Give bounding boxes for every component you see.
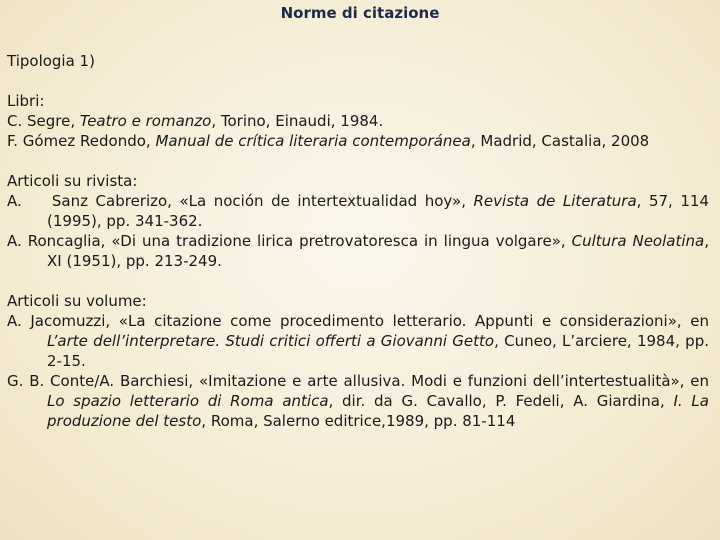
entry-text: G. B. Conte/A. Barchiesi, «Imitazione e arte allusiva. Modi e funzioni dell’intertestualità», en — [7, 372, 709, 390]
entry-text: A. Jacomuzzi, «La citazione come procedimento letterario. Appunti e considerazioni», en — [7, 312, 709, 330]
book-entry — [7, 111, 709, 131]
entry-text: , Cuneo, L’arciere, 1984, pp. 2-15. — [47, 332, 709, 370]
entry-title: L’arte dell’interpretare. Studi critici offerti a Giovanni Getto — [47, 332, 495, 350]
entry-text: , XI (1951), pp. 213-249. — [47, 232, 709, 270]
volume-entry — [7, 311, 709, 371]
entry-title: Teatro e romanzo — [79, 112, 212, 130]
entry-text: F. Gómez Redondo, — [7, 132, 156, 150]
entry-title: Lo spazio letterario di Roma antica — [47, 392, 329, 410]
citation-content — [7, 51, 709, 431]
entry-text: , Roma, Salerno editrice,1989, pp. 81-114 — [201, 412, 516, 430]
entry-text: , 57, 114 (1995), pp. 341-362. — [47, 192, 709, 230]
typology-label: Tipologia 1) — [7, 52, 95, 70]
entry-text: A. Sanz Cabrerizo, «La noción de intertextualidad hoy», — [7, 192, 474, 210]
book-entry — [7, 131, 709, 151]
entry-title: Revista de Literatura — [473, 192, 637, 210]
entry-title: Manual de crítica literaria contemporánea — [155, 132, 471, 150]
entry-text: , dir. da G. Cavallo, P. Fedeli, A. Giardina, — [328, 392, 674, 410]
books-heading: Libri: — [7, 92, 45, 110]
journal-entry — [7, 191, 709, 231]
entry-title: I. La produzione del testo — [47, 392, 709, 430]
entry-text: A. Roncaglia, «Di una tradizione lirica pretrovatoresca in lingua volgare», — [7, 232, 572, 250]
volumes-heading: Articoli su volume: — [7, 292, 147, 310]
entry-title: Cultura Neolatina — [571, 232, 705, 250]
journal-entry — [7, 231, 709, 271]
entry-text: , Madrid, Castalia, 2008 — [470, 132, 650, 150]
journals-heading: Articoli su rivista: — [7, 172, 138, 190]
entry-text: , Torino, Einaudi, 1984. — [211, 112, 384, 130]
page-title: Norme di citazione — [280, 4, 440, 22]
volume-entry — [7, 371, 709, 431]
entry-text: C. Segre, — [7, 112, 80, 130]
